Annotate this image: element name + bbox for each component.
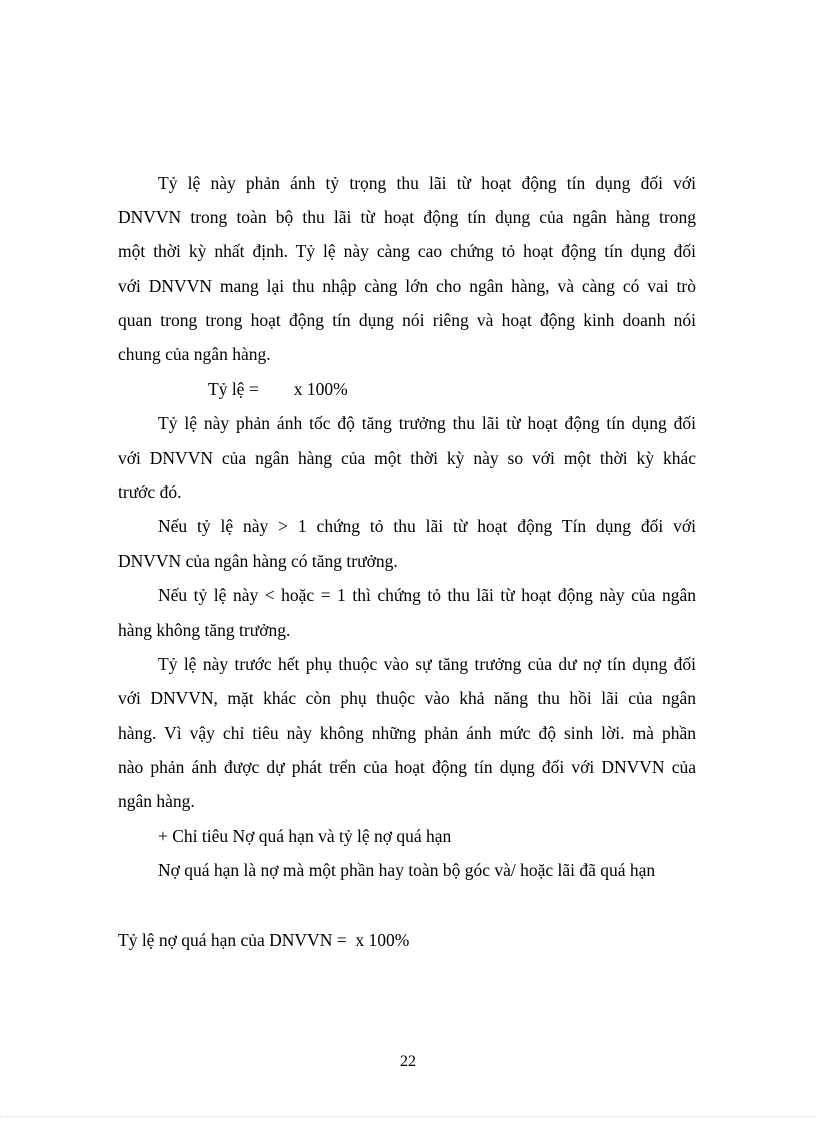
paragraph-line: Tỷ lệ này phản ánh tốc độ tăng trưởng thu lãi từ hoạt động tín dụng đối	[158, 413, 696, 433]
formula-overdue-ratio: Tỷ lệ nợ quá hạn của DNVVN = x 100%	[118, 930, 410, 950]
paragraph-line: với DNVVN, mặt khác còn phụ thuộc vào khả năng thu hồi lãi của ngân	[118, 688, 696, 708]
section-heading: + Chỉ tiêu Nợ quá hạn và tỷ lệ nợ quá hạn	[158, 826, 452, 846]
paragraph-line: ngân hàng.	[118, 791, 195, 811]
paragraph-line: với DNVVN của ngân hàng của một thời kỳ này so với một thời kỳ khác	[118, 448, 696, 468]
paragraph-line: Tỷ lệ này trước hết phụ thuộc vào sự tăng trưởng của dư nợ tín dụng đối	[158, 654, 696, 674]
bottom-divider	[0, 1116, 816, 1117]
paragraph-line: quan trong trong hoạt động tín dụng nói riêng và hoạt động kinh doanh nói	[118, 310, 696, 330]
paragraph-line: Nợ quá hạn là nợ mà một phần hay toàn bộ góc và/ hoặc lãi đã quá hạn	[158, 860, 656, 880]
paragraph-line: Tỷ lệ này phản ánh tỷ trọng thu lãi từ hoạt động tín dụng đối với	[158, 173, 696, 193]
paragraph-line: Nếu tỷ lệ này < hoặc = 1 thì chứng tỏ thu lãi từ hoạt động này của ngân	[158, 585, 696, 605]
page-number: 22	[400, 1053, 416, 1070]
paragraph-line: DNVVN trong toàn bộ thu lãi từ hoạt động tín dụng của ngân hàng trong	[118, 207, 696, 227]
paragraph-line: trước đó.	[118, 482, 182, 502]
paragraph-line: hàng không tăng trưởng.	[118, 620, 291, 640]
paragraph-line: nào phản ánh được dự phát trển của hoạt động tín dụng đối với DNVVN của	[118, 757, 696, 777]
paragraph-line: với DNVVN mang lại thu nhập càng lớn cho ngân hàng, và càng có vai trò	[118, 276, 696, 296]
formula-ratio: Tỷ lệ = x 100%	[208, 379, 348, 399]
paragraph-line: Nếu tỷ lệ này > 1 chứng tỏ thu lãi từ hoạt động Tín dụng đối với	[158, 516, 696, 536]
paragraph-line: hàng. Vì vậy chỉ tiêu này không những phản ánh mức độ sinh lời. mà phần	[118, 723, 696, 743]
paragraph-line: DNVVN của ngân hàng có tăng trưởng.	[118, 551, 398, 571]
paragraph-line: chung của ngân hàng.	[118, 344, 271, 364]
paragraph-line: một thời kỳ nhất định. Tỷ lệ này càng cao chứng tỏ hoạt động tín dụng đối	[118, 241, 696, 261]
